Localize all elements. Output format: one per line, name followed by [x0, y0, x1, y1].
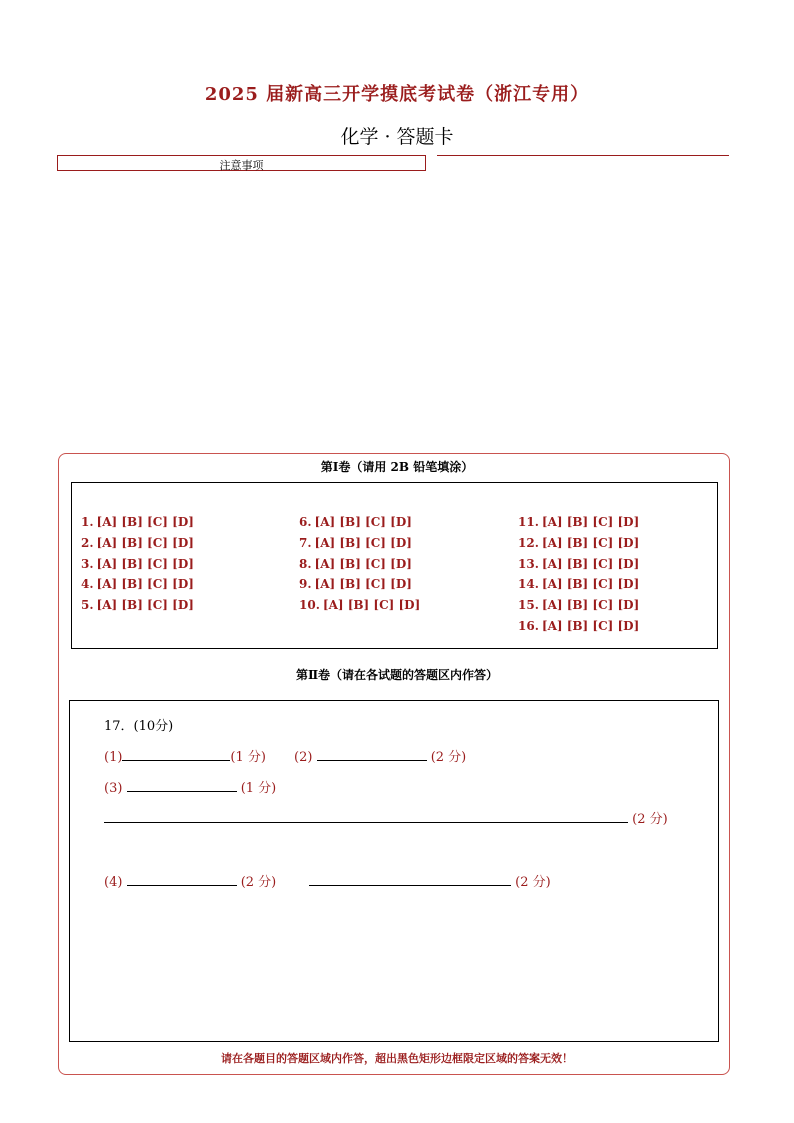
mc-question-10[interactable]: 10. [A] [B] [C] [D] [299, 598, 421, 612]
q17-part4-blank[interactable] [127, 873, 237, 886]
q17-part1-blank[interactable] [122, 748, 230, 761]
notice-box [57, 155, 426, 171]
mc-question-6[interactable]: 6. [A] [B] [C] [D] [299, 515, 412, 529]
q17-part1-score: (1 分) [230, 750, 266, 765]
mc-question-15[interactable]: 15. [A] [B] [C] [D] [518, 598, 640, 612]
q17-part4b-score: (2 分) [515, 875, 551, 890]
mc-question-11[interactable]: 11. [A] [B] [C] [D] [518, 515, 640, 529]
q17-part3-long [104, 808, 668, 827]
q17-part2-label: (2) [294, 750, 313, 765]
mc-question-1[interactable]: 1. [A] [B] [C] [D] [81, 515, 194, 529]
mc-question-7[interactable]: 7. [A] [B] [C] [D] [299, 536, 412, 550]
mc-question-8[interactable]: 8. [A] [B] [C] [D] [299, 557, 412, 571]
q17-part2-score: (2 分) [430, 750, 467, 765]
exam-title: 2025 届新高三开学摸底考试卷（浙江专用） [204, 84, 590, 105]
q17-part4b-blank[interactable] [309, 873, 511, 886]
mc-question-5[interactable]: 5. [A] [B] [C] [D] [81, 598, 194, 612]
q17-part3-label: (3) [104, 781, 123, 796]
part2-title: 第Ⅱ卷（请在各试题的答题区内作答） [295, 668, 499, 682]
footer-warning: 请在各题目的答题区域内作答，超出黑色矩形边框限定区域的答案无效！ [221, 1052, 573, 1065]
mc-question-2[interactable]: 2. [A] [B] [C] [D] [81, 536, 194, 550]
notice-label: 注意事项 [219, 159, 264, 172]
mc-question-9[interactable]: 9. [A] [B] [C] [D] [299, 577, 412, 591]
answer-card-subtitle: 化学 · 答题卡 [340, 126, 454, 148]
q17-part3-long-blank[interactable] [104, 810, 628, 823]
q17-part4 [104, 871, 276, 890]
mc-question-14[interactable]: 14. [A] [B] [C] [D] [518, 577, 640, 591]
q17-part2-blank[interactable] [317, 748, 427, 761]
q17-part1 [104, 746, 266, 765]
mc-question-4[interactable]: 4. [A] [B] [C] [D] [81, 577, 194, 591]
q17-part3-score: (1 分) [240, 781, 277, 796]
q17-part1-label: (1) [104, 750, 123, 765]
question-17-header: 17．(10分) [104, 719, 174, 734]
notice-divider [437, 155, 729, 156]
q17-part3 [104, 777, 276, 796]
q17-part4b [309, 871, 551, 890]
mc-question-13[interactable]: 13. [A] [B] [C] [D] [518, 557, 640, 571]
mc-question-12[interactable]: 12. [A] [B] [C] [D] [518, 536, 640, 550]
mc-question-16[interactable]: 16. [A] [B] [C] [D] [518, 619, 640, 633]
q17-part3-blank[interactable] [127, 779, 237, 792]
part1-title: 第Ⅰ卷（请用 2B 铅笔填涂） [320, 460, 474, 474]
mc-question-3[interactable]: 3. [A] [B] [C] [D] [81, 557, 194, 571]
q17-part3-long-score: (2 分) [632, 812, 668, 827]
q17-part2 [294, 746, 466, 765]
q17-part4-score: (2 分) [240, 875, 277, 890]
q17-part4-label: (4) [104, 875, 123, 890]
